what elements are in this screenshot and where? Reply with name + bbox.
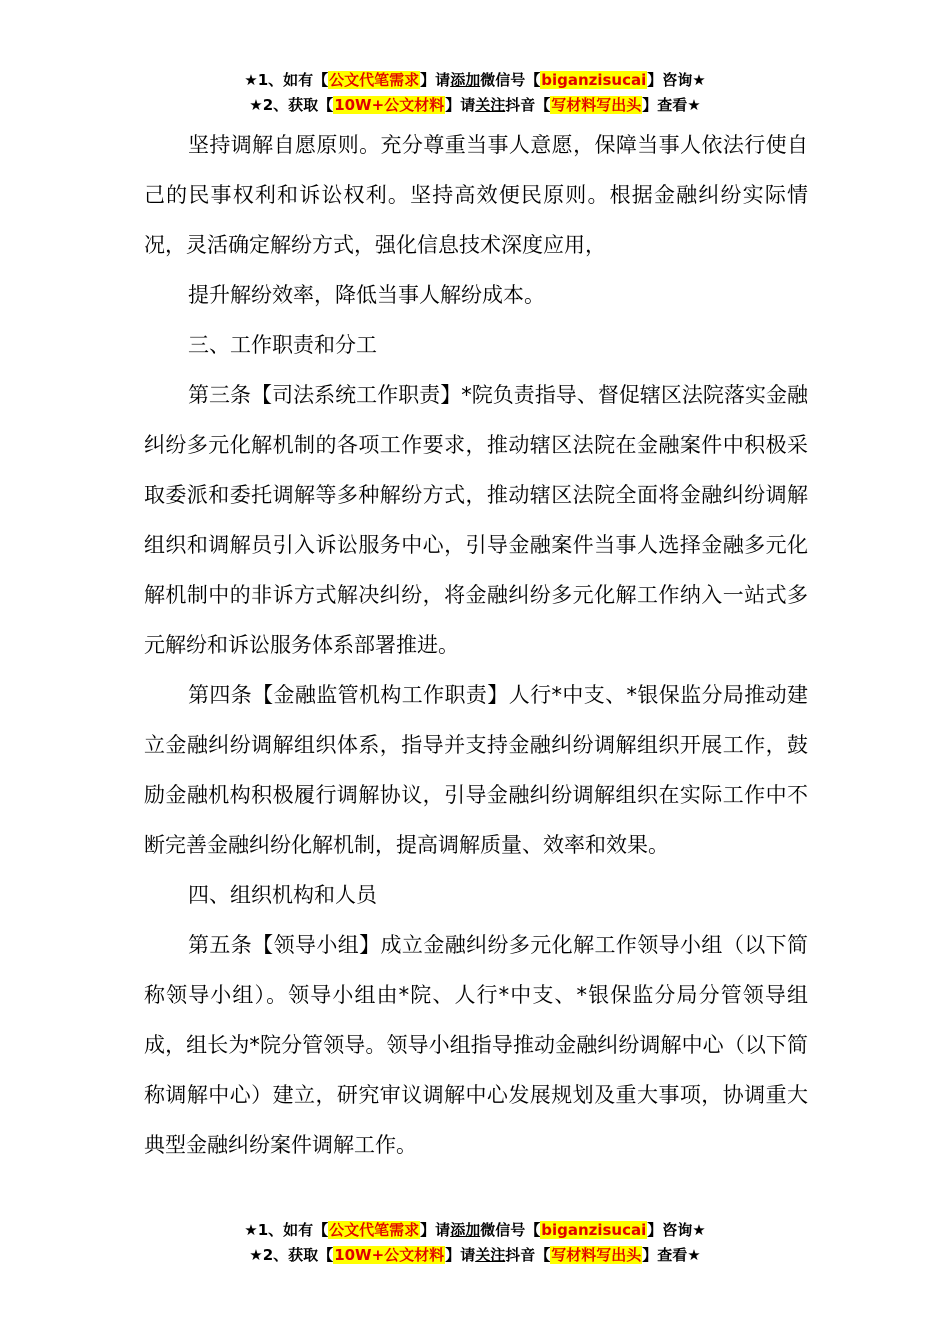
highlight-service: 公文代笔需求: [329, 1221, 420, 1239]
highlight-materials: 10W+公文材料: [334, 1246, 445, 1264]
highlight-douyin-account: 写材料写出头: [551, 1246, 642, 1264]
paragraph: 第三条【司法系统工作职责】*院负责指导、督促辖区法院落实金融纠纷多元化解机制的各项工作要求，推动辖区法院在金融案件中积极采取委派和委托调解等多种解纷方式，推动辖区法院全面将金融纠纷调解组织和调解员引入诉讼服务中心，引导金融案件当事人选择金融多元化解机制中的非诉方式解决纠纷，将金融纠纷多元化解工作纳入一站式多元解纷和诉讼服务体系部署推进。: [144, 383, 808, 657]
promo-line-2: ★2、获取【10W+公文材料】请关注抖音【写材料写出头】查看★: [249, 96, 701, 114]
highlight-douyin-account: 写材料写出头: [551, 96, 642, 114]
document-body: [144, 120, 808, 1170]
promo-line-1: ★1、如有【公文代笔需求】请添加微信号【biganzisucai】咨询★: [244, 71, 706, 89]
promo-line-2: ★2、获取【10W+公文材料】请关注抖音【写材料写出头】查看★: [249, 1246, 701, 1264]
paragraph: 第四条【金融监管机构工作职责】人行*中支、*银保监分局推动建立金融纠纷调解组织体系，指导并支持金融纠纷调解组织开展工作，鼓励金融机构积极履行调解协议，引导金融纠纷调解组织在实际工作中不断完善金融纠纷化解机制，提高调解质量、效率和效果。: [144, 683, 808, 857]
highlight-wechat-id: biganzisucai: [541, 1221, 647, 1239]
highlight-wechat-id: biganzisucai: [541, 71, 647, 89]
highlight-service: 公文代笔需求: [329, 71, 420, 89]
promo-banner-top: [0, 68, 950, 118]
promo-line-1: ★1、如有【公文代笔需求】请添加微信号【biganzisucai】咨询★: [244, 1221, 706, 1239]
promo-banner-bottom: [0, 1218, 950, 1268]
section-heading: 三、工作职责和分工: [188, 333, 377, 357]
paragraph: 第五条【领导小组】成立金融纠纷多元化解工作领导小组（以下简称领导小组）。领导小组由*院、人行*中支、*银保监分局分管领导组成，组长为*院分管领导。领导小组指导推动金融纠纷调解中心（以下简称调解中心）建立，研究审议调解中心发展规划及重大事项，协调重大典型金融纠纷案件调解工作。: [144, 933, 808, 1157]
section-heading: 四、组织机构和人员: [188, 883, 377, 907]
highlight-materials: 10W+公文材料: [334, 96, 445, 114]
paragraph: 提升解纷效率，降低当事人解纷成本。: [188, 283, 545, 307]
paragraph: 坚持调解自愿原则。充分尊重当事人意愿，保障当事人依法行使自己的民事权利和诉讼权利。坚持高效便民原则。根据金融纠纷实际情况，灵活确定解纷方式，强化信息技术深度应用，: [144, 133, 808, 257]
